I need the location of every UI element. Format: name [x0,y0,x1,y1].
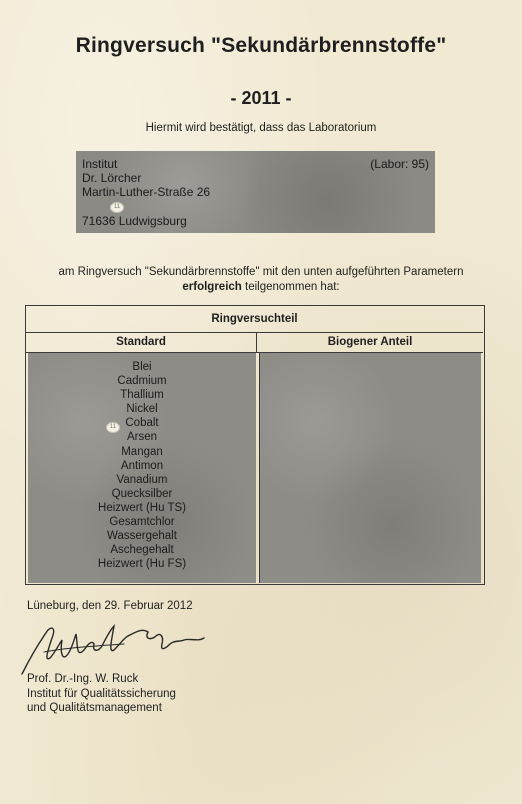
stamp-mark-icon: 11 [106,422,120,433]
parameter-item: Heizwert (Hu TS) [98,501,186,514]
institute-line1: Institut für Qualitätssicherung [27,687,176,700]
page-title: Ringversuch "Sekundärbrennstoffe" [75,34,447,57]
lab-code: (Labor: 95) [370,157,429,171]
parameter-item: Heizwert (Hu FS) [97,558,187,571]
stamp-mark-icon: 11 [110,202,124,213]
table-title: Ringversuchteil [26,306,483,333]
lab-contact: Dr. Lörcher [82,171,142,185]
column-header-biogenic: Biogener Anteil [257,332,483,353]
parameter-item: Aschegehalt [110,544,174,557]
signer-block [27,672,176,716]
intro-line1: am Ringversuch "Sekundärbrennstoffe" mit den unten aufgeführten Parametern [58,266,464,278]
year-line: - 2011 - [230,88,292,108]
parameter-item: Nickel [126,403,158,416]
parameter-item: Arsen [126,431,158,444]
confirmation-text: Hiermit wird bestätigt, dass das Laboratorium [145,122,377,134]
parameter-item: Vanadium [116,473,168,486]
standard-column-body [28,353,256,583]
lab-street: Martin-Luther-Straße 26 [82,185,211,199]
parameter-item: Wassergehalt [107,530,177,543]
signer-name: Prof. Dr.-Ing. W. Ruck [27,673,139,685]
institute-line2: und Qualitätsmanagement [27,702,162,714]
lab-city: 71636 Ludwigsburg [82,214,187,228]
participation-table [25,305,485,585]
laboratory-address-box [76,151,435,233]
parameter-item: Cobalt [125,417,159,430]
intro-text [0,265,522,295]
biogenic-column-body [259,353,481,583]
parameter-list [28,360,256,571]
parameter-item: Thallium [120,389,164,402]
parameter-item: Quecksilber [111,487,173,500]
signature-icon [14,618,214,680]
parameter-item: Gesamtchlor [109,516,175,529]
parameter-item: Cadmium [117,375,167,388]
parameter-item: Antimon [120,459,164,472]
parameter-item: Mangan [121,445,163,458]
place-date: Lüneburg, den 29. Februar 2012 [27,600,193,612]
intro-line2-rest: teilgenommen hat: [241,281,340,293]
column-header-standard: Standard [26,332,257,353]
lab-name: Institut [82,157,118,171]
parameter-item: Blei [132,361,152,373]
intro-bold-word: erfolgreich [182,281,242,293]
